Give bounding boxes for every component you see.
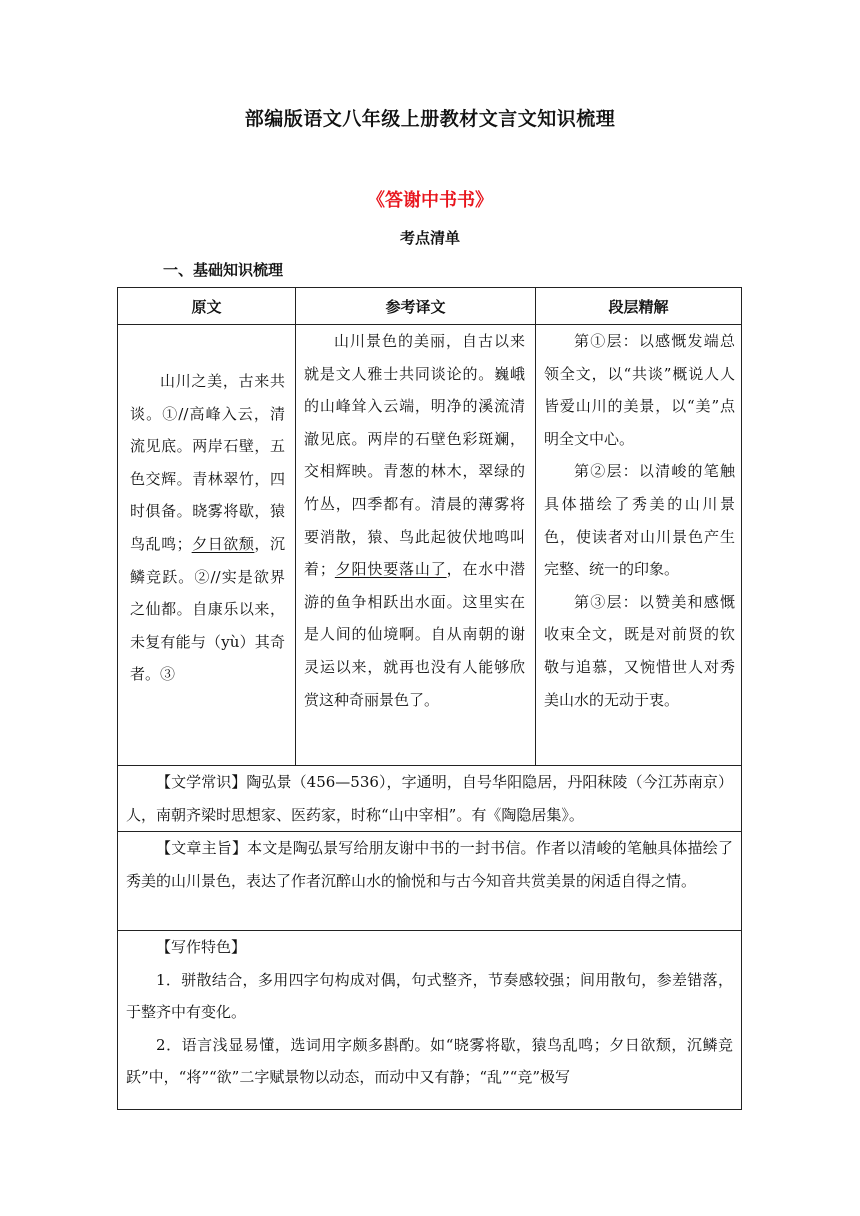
original-text-cell <box>118 325 296 765</box>
translation-text <box>304 325 525 716</box>
lesson-title: 《答谢中书书》 <box>367 190 493 211</box>
original-text <box>130 365 285 691</box>
original-text-part2: ，沉鳞竞跃。②//实是欲界之仙都。自康乐以来，未复有能与（yù）其奇者。③ <box>130 534 285 684</box>
page-title: 部编版语文八年级上册教材文言文知识梳理 <box>244 108 616 130</box>
literary-knowledge-row <box>118 766 741 832</box>
analysis-layer-1: 第①层：以感慨发端总领全文，以“共谈”概说人人皆爱山川的美景，以“美”点明全文中心。 <box>544 332 735 448</box>
writing-features-heading: 【写作特色】 <box>156 938 247 956</box>
writing-features-row <box>118 931 741 1109</box>
literary-knowledge-text: 【文学常识】陶弘景（456—536），字通明，自号华阳隐居，丹阳秣陵（今江苏南京）人，南朝齐梁时思想家、医药家，时称“山中宰相”。有《陶隐居集》。 <box>126 773 733 824</box>
analysis-layer-3: 第③层：以赞美和感慨收束全文，既是对前贤的钦敬与追慕，又惋惜世人对秀美山水的无动于衷。 <box>544 592 735 709</box>
theme-text: 【文章主旨】本文是陶弘景写给朋友谢中书的一封书信。作者以清峻的笔触具体描绘了秀美的山川景色，表达了作者沉醉山水的愉悦和与古今知音共赏美景的闲适自得之情。 <box>126 839 733 890</box>
translation-underlined-phrase: 夕阳快要落山了 <box>334 560 447 579</box>
section-subtitle: 考点清单 <box>399 229 460 247</box>
theme-row <box>118 832 741 931</box>
table-content-row <box>118 325 741 766</box>
writing-feature-2: 2．语言浅显易懂，选词用字颇多斟酌。如“晓雾将歇，猿鸟乱鸣；夕日欲颓，沉鳞竞跃”中，“将”“欲”二字赋景物以动态，而动中又有静；“乱”“竞”极写 <box>126 1035 733 1087</box>
header-analysis: 段层精解 <box>608 297 669 316</box>
analysis-layer-2: 第②层：以清峻的笔触具体描绘了秀美的山川景色，使读者对山川景色产生完整、统一的印象。 <box>544 462 735 579</box>
analysis-cell <box>536 325 741 765</box>
original-underlined-phrase: 夕日欲颓 <box>191 534 255 553</box>
header-translation: 参考译文 <box>296 288 536 324</box>
section-heading: 一、基础知识梳理 <box>163 261 284 279</box>
translation-part2: ，在水中潜游的鱼争相跃出水面。这里实在是人间的仙境啊。自从南朝的谢灵运以来，就再也没有人能够欣赏这种奇丽景色了。 <box>304 560 525 709</box>
knowledge-table <box>117 287 742 1110</box>
translation-part1: 山川景色的美丽，自古以来就是文人雅士共同谈论的。巍峨的山峰耸入云端，明净的溪流清澈见底。两岸的石壁色彩斑斓，交相辉映。青葱的林木，翠绿的竹丛，四季都有。清晨的薄雾将要消散，猿、鸟此起彼伏地鸣叫着； <box>304 332 525 579</box>
header-original: 原文 <box>118 288 296 324</box>
writing-feature-1: 1．骈散结合，多用四字句构成对偶，句式整齐，节奏感较强；间用散句，参差错落，于整齐中有变化。 <box>126 970 733 1022</box>
table-header-row <box>118 288 741 325</box>
original-text-part1: 山川之美，古来共谈。①//高峰入云，清流见底。两岸石壁，五色交辉。青林翠竹，四时俱备。晓雾将歇，猿鸟乱鸣； <box>130 372 285 553</box>
translation-cell <box>296 325 536 765</box>
